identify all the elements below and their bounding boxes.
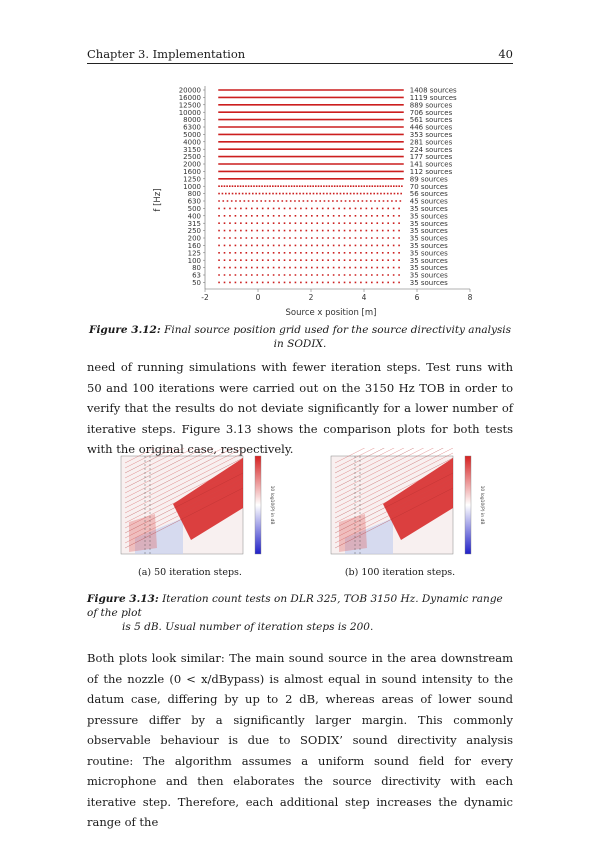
source-count-label: 112 sources [409,168,453,176]
chapter-title: Chapter 3. Implementation [87,47,246,61]
source-count-label: 1119 sources [409,94,457,102]
colorbar-label: 10 log10(P) in dB [479,485,484,525]
source-count-label: 35 sources [409,212,448,221]
source-count-label: 446 sources [409,123,453,132]
y-tick-label: 6300 [183,123,201,132]
y-tick-label: 160 [187,242,201,250]
source-count-label: 35 sources [409,249,448,258]
y-tick-label: 400 [187,212,201,221]
colorbar [465,456,471,554]
y-tick-label: 3150 [183,145,201,154]
figure-3-12-caption [87,323,513,351]
y-tick-label: 125 [187,249,201,258]
subfigure-b-plot [305,448,495,568]
x-tick-label: 2 [308,293,314,302]
source-count-label: 35 sources [409,234,448,243]
source-count-label: 353 sources [409,131,453,139]
y-tick-label: 8000 [183,116,201,125]
y-tick-label: 1250 [183,175,201,184]
source-count-label: 35 sources [409,256,448,265]
source-count-label: 70 sources [409,182,448,191]
source-count-label: 35 sources [409,271,448,280]
y-tick-label: 315 [187,219,201,228]
caption-text: Iteration count tests on DLR 325, TOB 3150 Hz. Dynamic range of the plot [87,593,503,619]
source-count-label: 141 sources [409,160,453,169]
source-count-label: 56 sources [409,190,448,199]
source-count-label: 35 sources [409,219,448,228]
y-tick-label: 50 [192,279,201,287]
y-tick-label: 500 [187,205,201,213]
page-number: 40 [498,47,513,61]
source-count-label: 45 sources [409,197,448,206]
y-tick-label: 1000 [183,182,201,191]
y-tick-label: 4000 [183,138,201,147]
y-tick-label: 63 [192,271,201,280]
source-count-label: 889 sources [409,101,453,110]
colorbar-label: 10 log10(P) in dB [269,485,274,525]
y-tick-label: 800 [187,190,201,199]
caption-label: Figure 3.12: [88,324,161,336]
caption-label: Figure 3.13: [87,593,159,605]
source-count-label: 35 sources [409,264,448,273]
source-count-label: 281 sources [409,138,453,147]
source-count-label: 35 sources [409,227,448,236]
y-tick-label: 250 [187,227,201,236]
source-count-label: 706 sources [409,108,453,117]
page-header [87,47,513,64]
x-tick-label: 6 [414,293,420,302]
source-count-label: 177 sources [409,153,453,162]
y-tick-label: 1600 [183,168,201,176]
x-tick-label: 8 [467,293,473,302]
x-axis-label: Source x position [m] [285,308,377,318]
source-count-label: 35 sources [409,279,448,287]
subfigure-a-plot [95,448,285,568]
source-count-label: 1408 sources [409,86,457,95]
y-tick-label: 20000 [178,86,201,95]
x-tick-label: 4 [361,293,367,302]
y-tick-label: 2500 [183,153,201,162]
y-axis-label: f [Hz] [153,188,163,212]
paragraph: Both plots look similar: The main sound source in the area downstream of the nozzle (0 < x/dBypass) is almost equal in sound intensity to the datum case, differing by up to 2 dB, whereas areas of lower sound pressure differ by a significantly larger margin. This commonly observable behaviour is due to SODIX’ sound directivity analysis routine: The algorithm assumes a uniform sound field for every microphone and then elaborates the source directivity with each iterative step. Therefore, each additional step increases the dynamic range of the [87,651,513,829]
y-tick-label: 12500 [178,101,201,110]
subfigure-a-caption: (a) 50 iteration steps. [138,567,242,578]
x-tick-label: 0 [255,293,261,302]
subfigure-b-caption: (b) 100 iteration steps. [344,567,456,578]
y-tick-label: 200 [187,234,201,243]
y-tick-label: 80 [192,264,201,273]
colorbar [255,456,261,554]
y-tick-label: 100 [187,256,201,265]
source-count-label: 89 sources [409,175,448,184]
source-count-label: 224 sources [409,145,453,154]
y-tick-label: 10000 [178,108,201,117]
caption-text-continued: is 5 dB. Usual number of iteration steps is 200. [122,621,374,633]
source-count-label: 35 sources [409,242,448,250]
source-grid-chart [148,80,478,320]
figure-3-13-caption [87,592,513,634]
y-tick-label: 16000 [178,94,201,102]
y-tick-label: 630 [187,197,201,206]
y-tick-label: 5000 [183,131,201,139]
y-tick-label: 2000 [183,160,201,169]
caption-text: Final source position grid used for the source directivity analysis in SODIX. [164,324,512,350]
paragraph: need of running simulations with fewer iteration steps. Test runs with 50 and 100 iterations were carried out on the 3150 Hz TOB in order to verify that the results do not deviate significantly for a lower number of iterative steps. Figure 3.13 shows the comparison plots for both tests with the original case, respectively. [87,360,513,456]
source-count-label: 561 sources [409,116,453,125]
x-tick-label: -2 [201,293,209,302]
source-count-label: 35 sources [409,205,448,213]
